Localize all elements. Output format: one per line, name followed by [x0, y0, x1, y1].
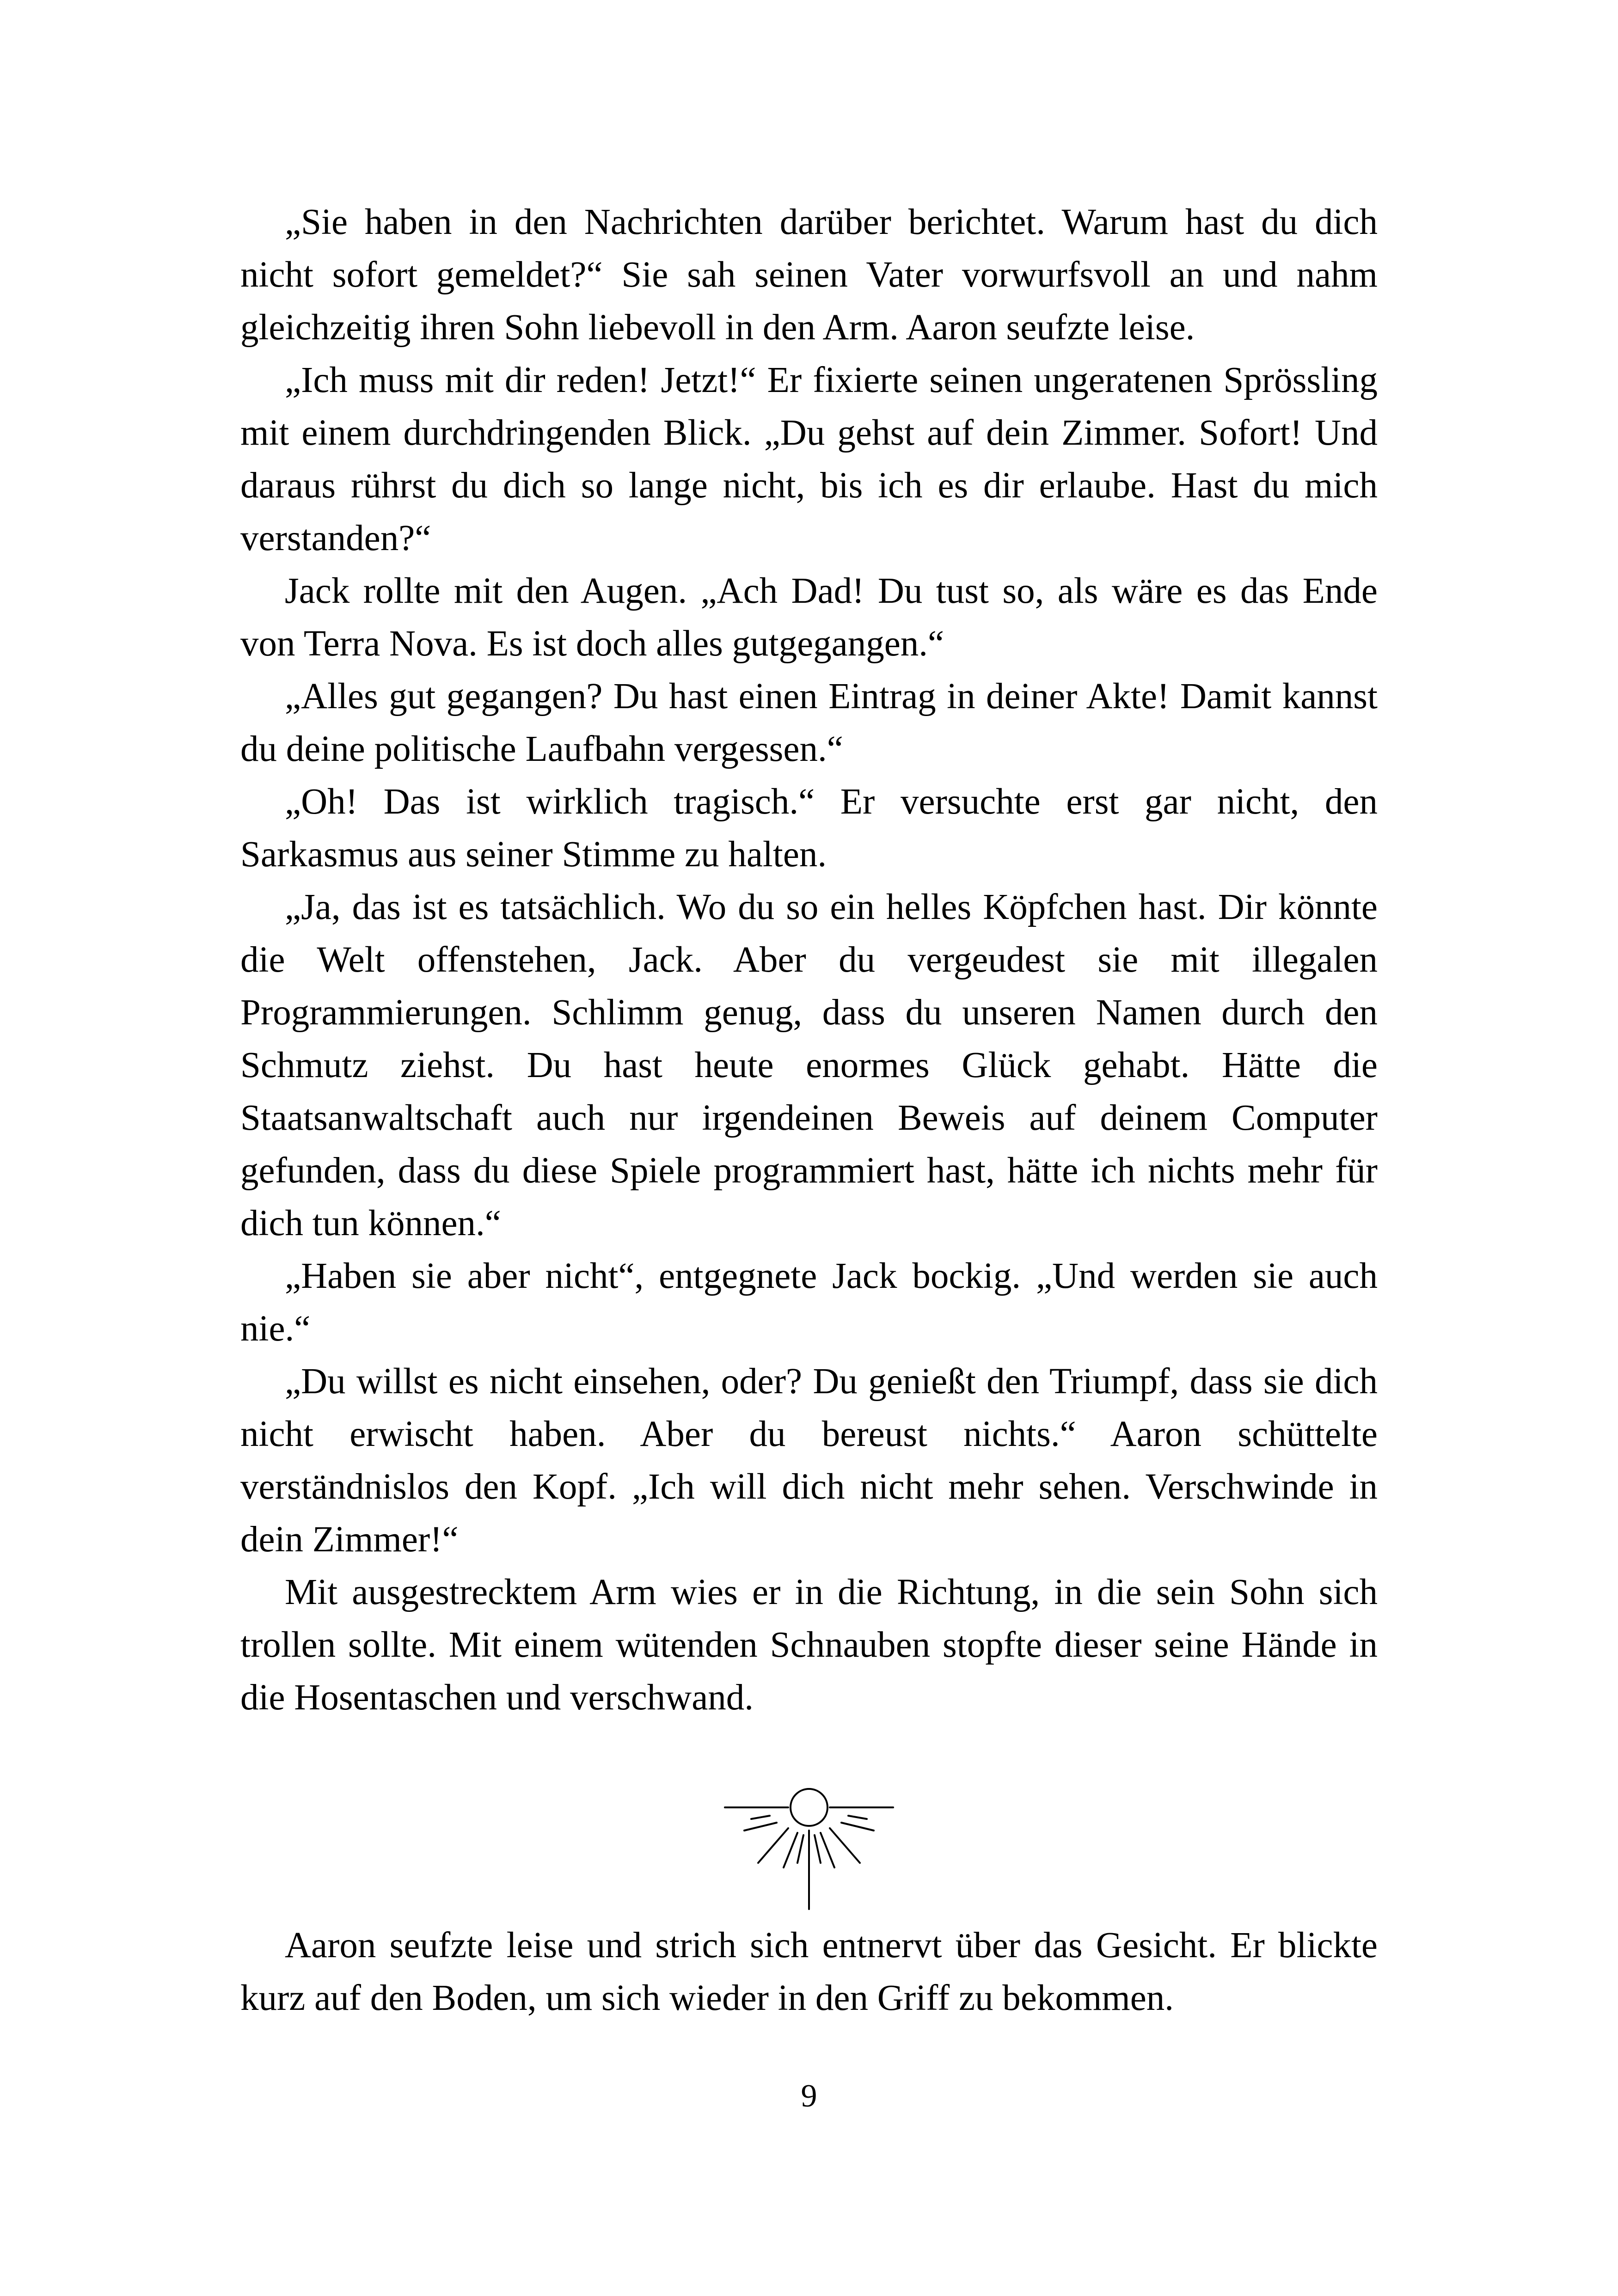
paragraph: „Oh! Das ist wirklich tragisch.“ Er versuchte erst gar nicht, den Sarkasmus aus seiner Stimme zu halten.	[240, 782, 1378, 875]
paragraph: Aaron seufzte leise und strich sich entnervt über das Gesicht. Er blickte kurz auf den Boden, um sich wieder in den Griff zu bekommen.	[240, 1925, 1378, 2018]
page-number: 9	[801, 2078, 817, 2114]
body-text-after-break	[240, 1919, 1378, 2025]
paragraph: „Sie haben in den Nachrichten darüber berichtet. Warum hast du dich nicht sofort gemeldet?“ Sie sah seinen Vater vorwurfsvoll an und nahm gleichzeitig ihren Sohn liebevoll in den Arm. Aaron seufzte leise.	[240, 202, 1378, 348]
paragraph: „Haben sie aber nicht“, entgegnete Jack bockig. „Und werden sie auch nie.“	[240, 1256, 1378, 1349]
paragraph: Jack rollte mit den Augen. „Ach Dad! Du tust so, als wäre es das Ende von Terra Nova. Es ist doch alles gutgegangen.“	[240, 571, 1378, 664]
paragraph: Mit ausgestrecktem Arm wies er in die Richtung, in die sein Sohn sich trollen sollte. Mit einem wütenden Schnauben stopfte dieser seine Hände in die Hosentaschen und verschwand.	[240, 1572, 1378, 1718]
paragraph: „Ich muss mit dir reden! Jetzt!“ Er fixierte seinen ungeratenen Sprössling mit einem durchdringenden Blick. „Du gehst auf dein Zimmer. Sofort! Und daraus rührst du dich so lange nicht, bis ich es dir erlaube. Hast du mich verstanden?“	[240, 360, 1378, 558]
sun-ornament-icon	[712, 1775, 906, 1914]
paragraph: „Alles gut gegangen? Du hast einen Eintrag in deiner Akte! Damit kannst du deine politische Laufbahn vergessen.“	[240, 676, 1378, 769]
paragraph: „Du willst es nicht einsehen, oder? Du genießt den Triumpf, dass sie dich nicht erwischt haben. Aber du bereust nichts.“ Aaron schüttelte verständnislos den Kopf. „Ich will dich nicht mehr sehen. Verschwinde in dein Zimmer!“	[240, 1361, 1378, 1560]
body-text	[240, 196, 1378, 1724]
paragraph: „Ja, das ist es tatsächlich. Wo du so ein helles Köpfchen hast. Dir könnte die Welt offenstehen, Jack. Aber du vergeudest sie mit illegalen Programmierungen. Schlimm genug, dass du unseren Namen durch den Schmutz ziehst. Du hast heute enormes Glück gehabt. Hätte die Staatsanwaltschaft auch nur irgendeinen Beweis auf deinem Computer gefunden, dass du diese Spiele programmiert hast, hätte ich nichts mehr für dich tun können.“	[240, 887, 1378, 1243]
